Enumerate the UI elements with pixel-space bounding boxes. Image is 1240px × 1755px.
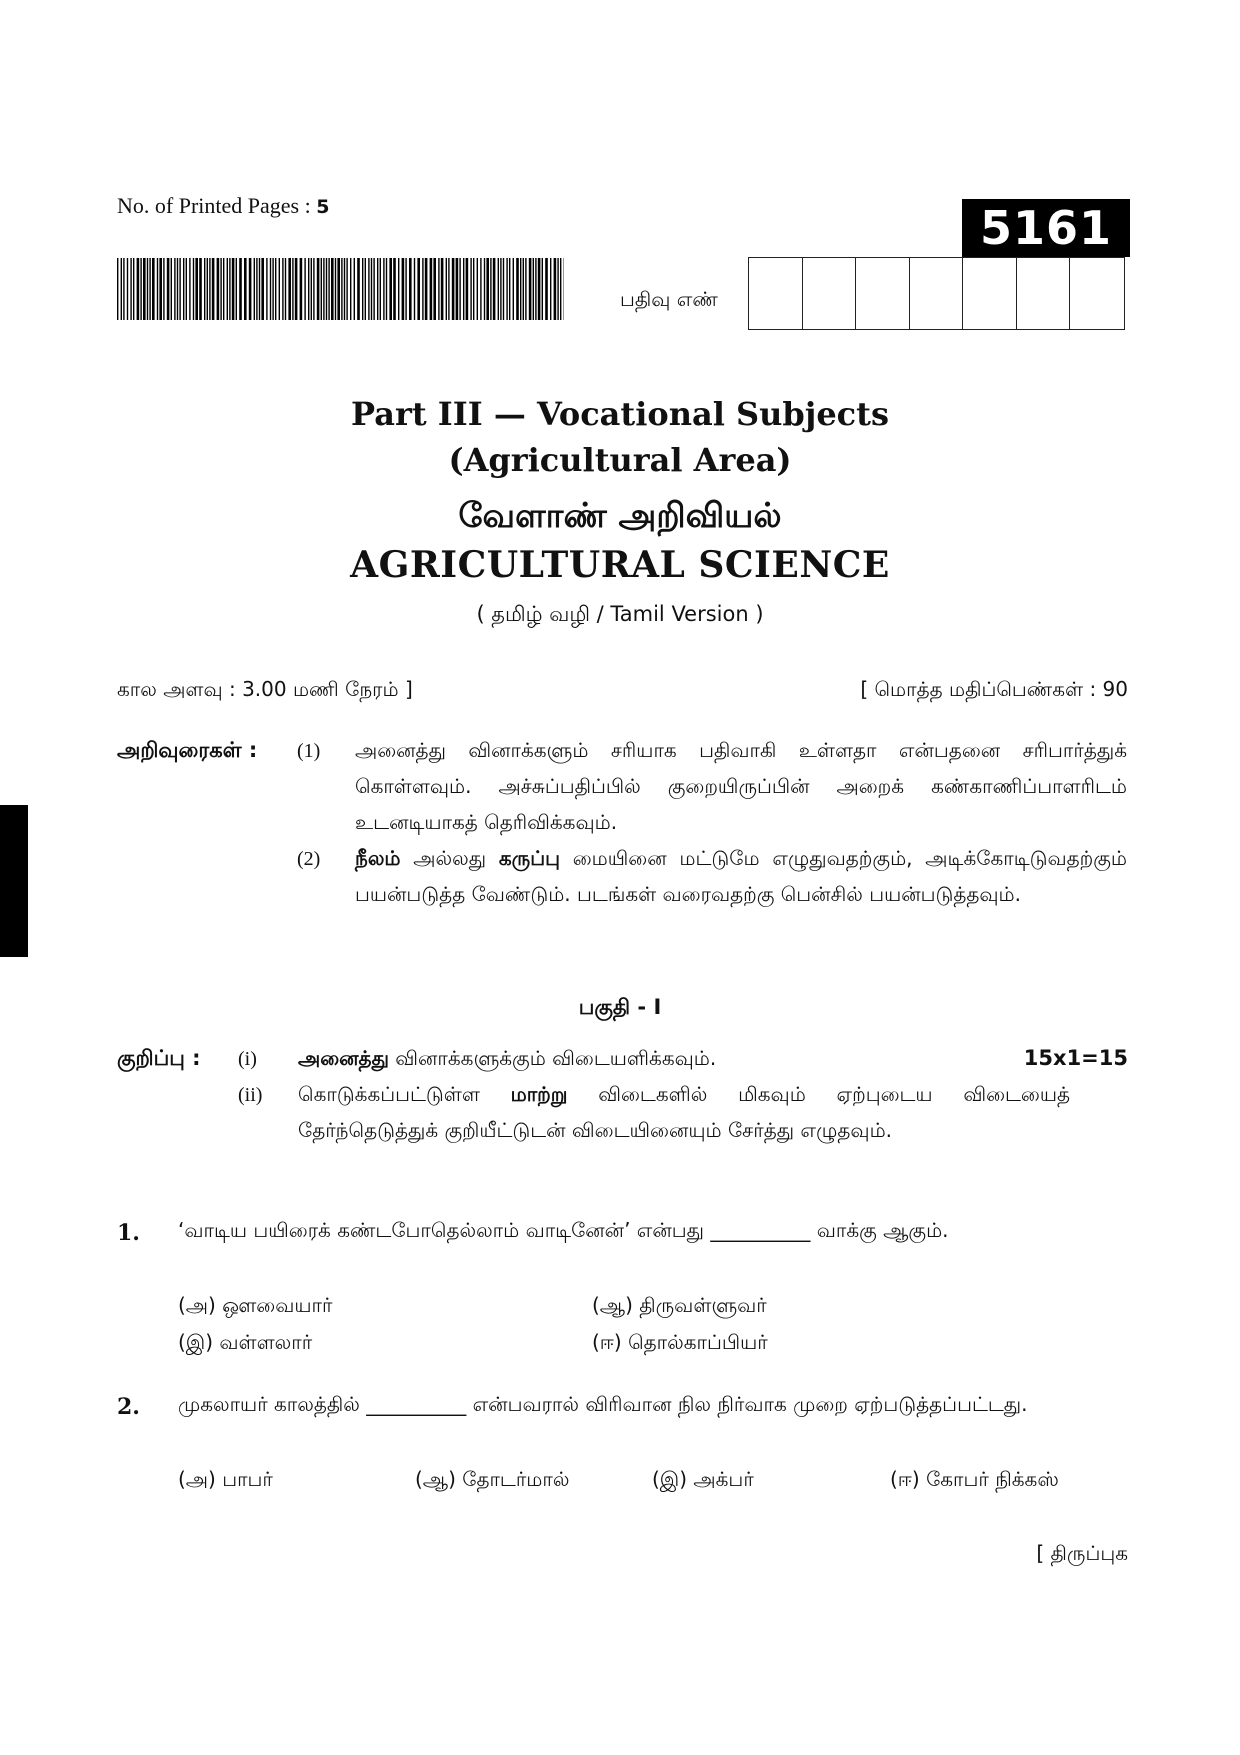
note-emphasis: மாற்று bbox=[510, 1082, 568, 1106]
instruction-fragment: அல்லது bbox=[400, 846, 499, 870]
question-option: (அ) ஔவையார் bbox=[178, 1293, 333, 1317]
note-label: குறிப்பு : bbox=[117, 1046, 201, 1070]
register-digit-box[interactable] bbox=[1017, 258, 1071, 329]
exam-duration: கால அளவு : 3.00 மணி நேரம் ] bbox=[117, 677, 413, 701]
title-tamil: வேளாண் அறிவியல் bbox=[458, 496, 782, 536]
printed-pages-label: No. of Printed Pages : bbox=[117, 193, 311, 218]
paper-code: 5161 bbox=[979, 201, 1113, 255]
register-number-label: பதிவு எண் bbox=[620, 287, 718, 311]
register-digit-box[interactable] bbox=[803, 258, 857, 329]
note-fragment: விடைகளில் மிகவும் ஏற்புடைய விடையைத் தேர்ந்தெடுத்துக் குறியீட்டுடன் விடையினையும் சேர்த்து எழுதவும். bbox=[298, 1082, 1071, 1142]
question-option: (இ) வள்ளலார் bbox=[178, 1330, 313, 1354]
title-area: (Agricultural Area) bbox=[448, 441, 792, 479]
instruction-number: (1) bbox=[297, 740, 321, 762]
register-number-boxes[interactable] bbox=[748, 257, 1125, 330]
instruction-text bbox=[355, 840, 1127, 912]
register-digit-box[interactable] bbox=[856, 258, 910, 329]
note-fragment: வினாக்களுக்கும் விடையளிக்கவும். bbox=[388, 1046, 717, 1070]
note-number: (i) bbox=[238, 1048, 257, 1070]
emphasis-black: கருப்பு bbox=[498, 846, 560, 870]
margin-black-bar bbox=[0, 805, 28, 957]
barcode-image bbox=[117, 258, 564, 320]
question-option: (இ) அக்பர் bbox=[652, 1467, 754, 1491]
note-text bbox=[298, 1076, 1070, 1148]
question-option: (ஆ) தோடர்மால் bbox=[415, 1467, 570, 1491]
paper-code-box bbox=[962, 199, 1130, 257]
note-number: (ii) bbox=[238, 1084, 263, 1106]
question-number: 2. bbox=[117, 1394, 140, 1420]
question-number: 1. bbox=[117, 1220, 140, 1246]
total-marks: [ மொத்த மதிப்பெண்கள் : 90 bbox=[860, 677, 1128, 701]
note-text bbox=[298, 1040, 898, 1076]
section-heading: பகுதி - I bbox=[578, 995, 662, 1019]
printed-pages-value: 5 bbox=[316, 196, 330, 218]
register-digit-box[interactable] bbox=[1070, 258, 1124, 329]
instructions-label: அறிவுரைகள் : bbox=[117, 738, 258, 762]
section-marks: 15x1=15 bbox=[1023, 1046, 1128, 1070]
question-option: (ஆ) திருவள்ளுவர் bbox=[592, 1293, 767, 1317]
instruction-number: (2) bbox=[297, 848, 321, 870]
instruction-text: அனைத்து வினாக்களும் சரியாக பதிவாகி உள்ளதா என்பதனை சரிபார்த்துக் கொள்ளவும். அச்சுப்பதிப்பில் குறையிருப்பின் அறைக் கண்காணிப்பாளரிடம் உடனடியாகத் தெரிவிக்கவும். bbox=[355, 738, 1127, 834]
instruction-fragment: மையினை மட்டுமே எழுதுவதற்கும், அடிக்கோடிடுவதற்கும் பயன்படுத்த வேண்டும். படங்கள் வரைவதற்கு பென்சில் பயன்படுத்தவும். bbox=[355, 846, 1127, 906]
title-part: Part III — Vocational Subjects bbox=[351, 395, 889, 433]
register-digit-box[interactable] bbox=[910, 258, 964, 329]
register-digit-box[interactable] bbox=[749, 258, 803, 329]
note-fragment: கொடுக்கப்பட்டுள்ள bbox=[298, 1082, 511, 1106]
title-version: ( தமிழ் வழி / Tamil Version ) bbox=[476, 602, 764, 626]
question-text: முகலாயர் காலத்தில் __________ என்பவரால் விரிவான நில நிர்வாக முறை ஏற்படுத்தப்பட்டது. bbox=[178, 1392, 1028, 1416]
title-english: AGRICULTURAL SCIENCE bbox=[350, 544, 890, 586]
turn-over-note: [ திருப்புக bbox=[1036, 1541, 1128, 1565]
question-option: (ஈ) தொல்காப்பியர் bbox=[592, 1330, 768, 1354]
question-text: ‘வாடிய பயிரைக் கண்டபோதெல்லாம் வாடினேன்’ என்பது __________ வாக்கு ஆகும். bbox=[178, 1218, 949, 1242]
printed-pages-count bbox=[117, 193, 329, 219]
question-option: (ஈ) கோபர் நிக்கஸ் bbox=[890, 1467, 1059, 1491]
question-option: (அ) பாபர் bbox=[178, 1467, 273, 1491]
note-emphasis: அனைத்து bbox=[298, 1046, 389, 1070]
emphasis-blue: நீலம் bbox=[355, 846, 401, 870]
register-digit-box[interactable] bbox=[963, 258, 1017, 329]
